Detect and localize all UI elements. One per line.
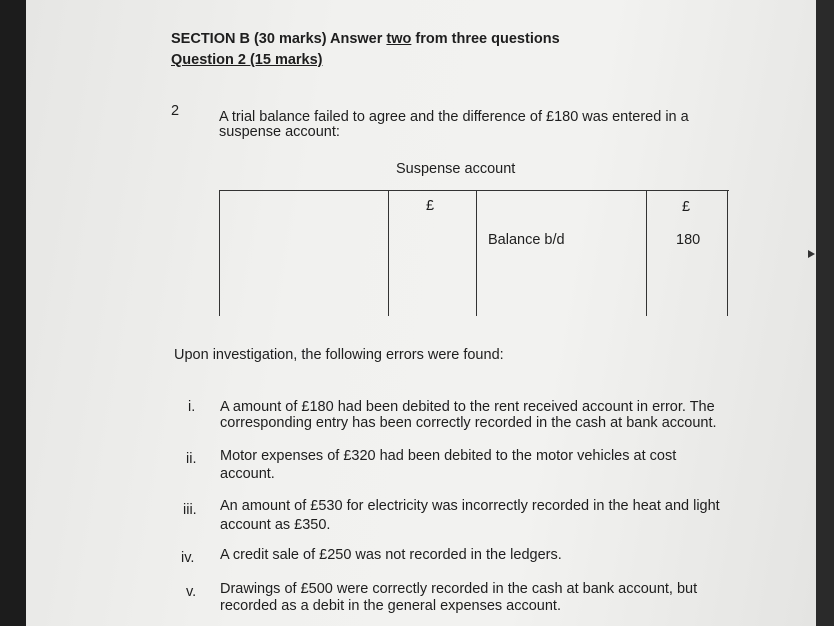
error-text-line1: An amount of £530 for electricity was incorrectly recorded in the heat and light (220, 498, 720, 514)
error-text-line2: account. (220, 466, 275, 482)
error-numeral: iii. (183, 502, 197, 518)
ledger-credit-entry-amount: 180 (676, 232, 701, 248)
background-edge (816, 0, 834, 626)
error-text-line1: Drawings of £500 were correctly recorded in the cash at bank account, but (220, 581, 698, 597)
ledger-right-rule (727, 190, 728, 316)
ledger-top-rule (219, 190, 729, 191)
error-text-line2: account as £350. (220, 517, 331, 533)
ledger-credit-entry-label: Balance b/d (488, 232, 565, 248)
ledger-debit-currency: £ (426, 198, 435, 214)
ledger-credit-amount-rule (646, 190, 647, 316)
error-numeral: ii. (186, 451, 197, 467)
question-title: Question 2 (15 marks) (171, 52, 323, 68)
question-text-line2: suspense account: (219, 124, 340, 140)
suspense-ledger-table (219, 190, 729, 316)
error-numeral: iv. (181, 550, 195, 566)
ledger-title: Suspense account (396, 161, 516, 177)
error-text-line2: corresponding entry has been correctly recorded in the cash at bank account. (220, 415, 717, 431)
error-text-line1: A credit sale of £250 was not recorded in the ledgers. (220, 547, 562, 563)
error-numeral: v. (186, 584, 197, 600)
question-number: 2 (171, 103, 180, 119)
error-text-line1: Motor expenses of £320 had been debited to the motor vehicles at cost (220, 448, 677, 464)
investigation-intro: Upon investigation, the following errors were found: (174, 347, 504, 363)
error-numeral: i. (188, 399, 196, 415)
mouse-cursor-icon (808, 250, 815, 258)
ledger-credit-currency: £ (682, 199, 691, 215)
ledger-left-rule (219, 190, 220, 316)
section-title: SECTION B (30 marks) Answer two from three questions (171, 31, 560, 47)
error-text-line2: recorded as a debit in the general expenses account. (220, 598, 561, 614)
ledger-center-rule (476, 190, 477, 316)
ledger-debit-amount-rule (388, 190, 389, 316)
question-text-line1: A trial balance failed to agree and the difference of £180 was entered in a (219, 109, 689, 125)
error-text-line1: A amount of £180 had been debited to the rent received account in error. The (220, 399, 715, 415)
